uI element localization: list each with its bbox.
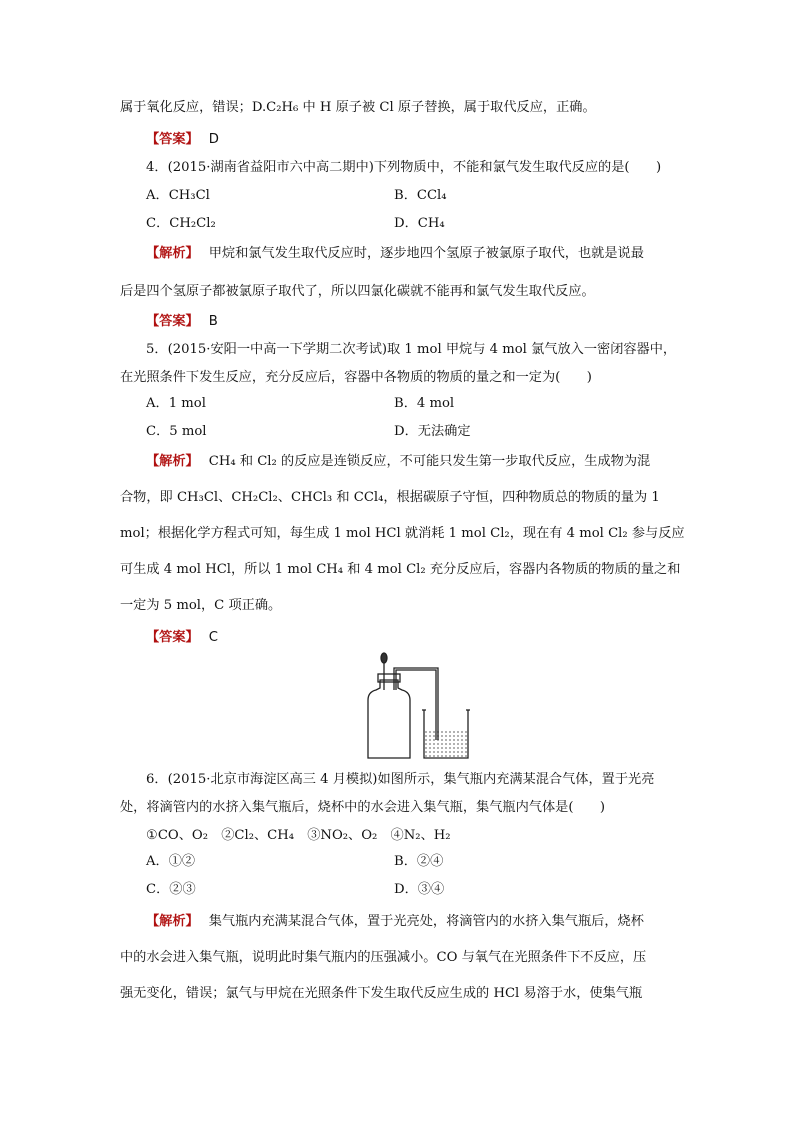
- q4-analysis-line-2: 后是四个氢原子都被氯原子取代了，所以四氯化碳就不能再和氯气发生取代反应。: [120, 284, 595, 299]
- option-b: B．②④: [394, 854, 444, 869]
- q4-options-row-2: [146, 214, 676, 234]
- option-d: D．③④: [394, 882, 445, 897]
- q3-answer-row: [146, 130, 676, 150]
- dropper-bulb: [381, 653, 387, 663]
- q6-options-row-1: [146, 852, 676, 872]
- q6-stem-line-1: 6．(2015·北京市海淀区高三 4 月模拟)如图所示，集气瓶内充满某混合气体，置于光亮: [146, 772, 655, 787]
- option-c: C．CH₂Cl₂: [146, 216, 216, 231]
- q5-analysis-line-5: 一定为 5 mol，C 项正确。: [120, 598, 282, 613]
- beaker: [424, 710, 468, 758]
- q4-answer-row: [146, 312, 676, 332]
- analysis-label: 【解析】: [146, 246, 199, 261]
- q5-stem-line-1: 5．(2015·安阳一中高一下学期二次考试)取 1 mol 甲烷与 4 mol 氯气放入一密闭容器中，: [146, 342, 677, 357]
- analysis-text: 甲烷和氯气发生取代反应时，逐步地四个氢原子被氯原子取代，也就是说最: [208, 246, 644, 261]
- q4-analysis-line-1: [146, 244, 676, 264]
- q6-analysis-line-1: [146, 912, 676, 932]
- analysis-text: 集气瓶内充满某混合气体，置于光亮处，将滴管内的水挤入集气瓶后，烧杯: [208, 914, 644, 929]
- answer-label: 【答案】: [146, 630, 199, 645]
- q5-options-row-1: [146, 394, 676, 414]
- q6-gas-options: ①CO、O₂ ②Cl₂、CH₄ ③NO₂、O₂ ④N₂、H₂: [146, 828, 451, 843]
- answer-label: 【答案】: [146, 314, 199, 329]
- analysis-text: CH₄ 和 Cl₂ 的反应是连锁反应，不可能只发生第一步取代反应，生成物为混: [208, 454, 651, 469]
- answer-value: B: [208, 314, 218, 329]
- q6-options-row-2: [146, 880, 676, 900]
- water: [425, 732, 467, 756]
- apparatus-diagram: [356, 650, 476, 762]
- q5-analysis-line-2: 合物，即 CH₃Cl、CH₂Cl₂、CHCl₃ 和 CCl₄，根据碳原子守恒，四种物质总的物质的量为 1: [120, 490, 660, 505]
- option-c: C．②③: [146, 882, 196, 897]
- q6-stem-line-2: 处，将滴管内的水挤入集气瓶后，烧杯中的水会进入集气瓶，集气瓶内气体是( ): [120, 800, 606, 815]
- option-b: B．4 mol: [394, 396, 455, 411]
- q4-options-row-1: [146, 186, 676, 206]
- q5-stem-line-2: 在光照条件下发生反应，充分反应后，容器中各物质的物质的量之和一定为( ): [120, 370, 592, 385]
- text-line: 属于氧化反应，错误；D.C₂H₆ 中 H 原子被 Cl 原子替换，属于取代反应，正确。: [120, 100, 596, 115]
- option-a: A．①②: [146, 854, 196, 869]
- answer-value: D: [208, 132, 219, 147]
- answer-value: C: [208, 630, 218, 645]
- stopper: [378, 674, 400, 682]
- option-b: B．CCl₄: [394, 188, 447, 203]
- q5-analysis-line-4: 可生成 4 mol HCl，所以 1 mol CH₄ 和 4 mol Cl₂ 充分反应后，容器内各物质的物质的量之和: [120, 562, 681, 577]
- q5-analysis-line-1: [146, 452, 676, 472]
- option-d: D．CH₄: [394, 216, 445, 231]
- analysis-label: 【解析】: [146, 454, 199, 469]
- q5-analysis-line-3: mol；根据化学方程式可知，每生成 1 mol HCl 就消耗 1 mol Cl₂，现在有 4 mol Cl₂ 参与反应: [120, 526, 685, 541]
- option-c: C．5 mol: [146, 424, 207, 439]
- q5-answer-row: [146, 628, 676, 648]
- analysis-label: 【解析】: [146, 914, 199, 929]
- q6-analysis-line-3: 强无变化，错误；氯气与甲烷在光照条件下发生取代反应生成的 HCl 易溶于水，使集气瓶: [120, 986, 643, 1001]
- answer-label: 【答案】: [146, 132, 199, 147]
- option-d: D．无法确定: [394, 424, 471, 439]
- q4-stem: 4．(2015·湖南省益阳市六中高二期中)下列物质中，不能和氯气发生取代反应的是( ): [146, 160, 662, 175]
- option-a: A．CH₃Cl: [146, 188, 210, 203]
- gas-bottle: [368, 680, 410, 758]
- option-a: A．1 mol: [146, 396, 206, 411]
- q5-options-row-2: [146, 422, 676, 442]
- q6-analysis-line-2: 中的水会进入集气瓶，说明此时集气瓶内的压强减小。CO 与氧气在光照条件下不反应，压: [120, 950, 647, 965]
